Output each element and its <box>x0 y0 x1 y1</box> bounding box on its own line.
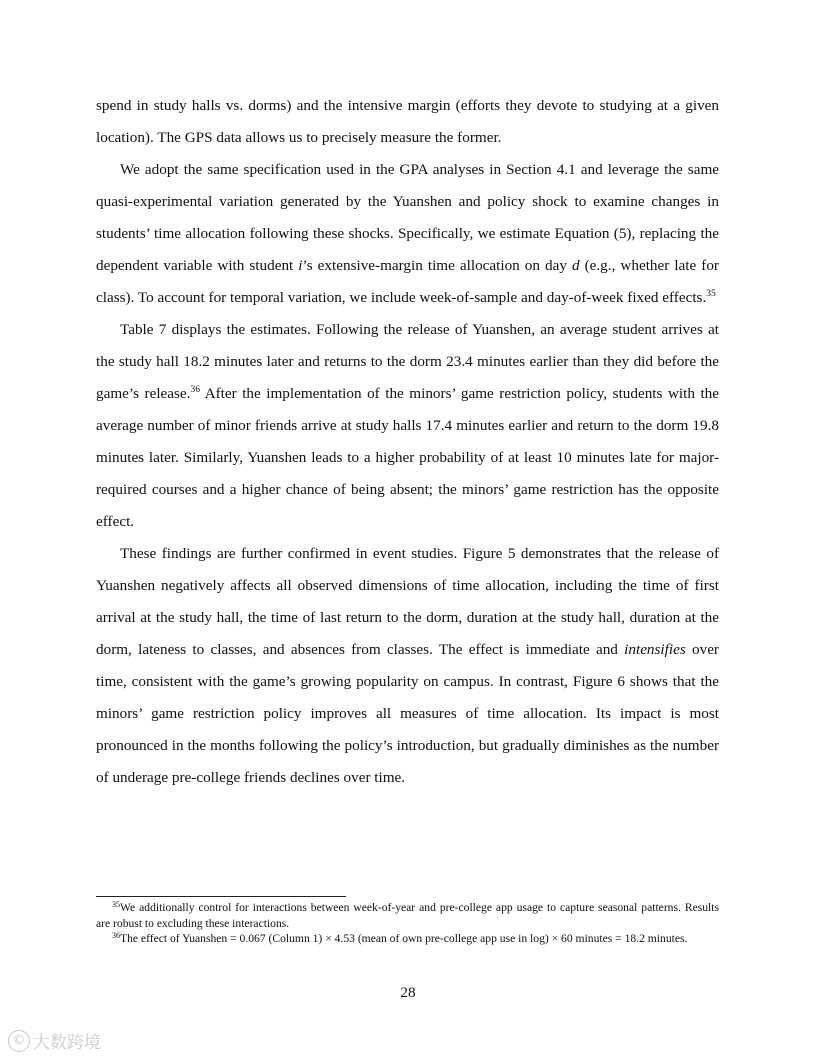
page-number: 28 <box>400 984 416 1001</box>
footnote-35: $^{35}$We additionally control for interactions between week-of-year and pre-college app usage to capture seasonal patterns. Results are robust to excluding these interactions. <box>96 900 719 930</box>
paragraph-2: We adopt the same specification used in the GPA analyses in Section 4.1 and leverage the same quasi-experimental variation generated by the Yuanshen and policy shock to examine changes in students’ time allocation following these shocks. Specifically, we estimate Equation (5), replacing the dependent variable with student i’s extensive-margin time allocation on day d (e.g., whether late for class). To account for temporal variation, we include week-of-sample and day-of-week fixed effects.$^{35}$ <box>96 161 719 306</box>
footnote-36: $^{36}$The effect of Yuanshen = 0.067 (Column 1) × 4.53 (mean of own pre-college app use in log) × 60 minutes = 18.2 minutes. <box>112 931 688 945</box>
watermark-text: 大数跨境 <box>33 1033 101 1053</box>
watermark <box>8 1028 101 1053</box>
body-text <box>96 90 719 794</box>
footnote-ref-35[interactable]: 35 <box>706 289 716 299</box>
footnote-ref-36[interactable]: 36 <box>190 385 200 395</box>
footnote-divider <box>96 896 346 897</box>
paragraph-4: These findings are further confirmed in event studies. Figure 5 demonstrates that the release of Yuanshen negatively affects all observed dimensions of time allocation, including the time of first arrival at the study hall, the time of last return to the dorm, duration at the study hall, duration at the dorm, lateness to classes, and absences from classes. The effect is immediate and intensifies over time, consistent with the game’s growing popularity on campus. In contrast, Figure 6 shows that the minors’ game restriction policy improves all measures of time allocation. Its impact is most pronounced in the months following the policy’s introduction, but gradually diminishes as the number of underage pre-college friends declines over time. <box>96 545 719 786</box>
paragraph-1: spend in study halls vs. dorms) and the intensive margin (efforts they devote to studying at a given location). The GPS data allows us to precisely measure the former. <box>96 97 719 146</box>
footnotes <box>96 900 719 947</box>
paragraph-3: Table 7 displays the estimates. Following the release of Yuanshen, an average student arrives at the study hall 18.2 minutes later and returns to the dorm 23.4 minutes earlier than they did before the game’s release.$^{36}$ After the implementation of the minors’ game restriction policy, students with the average number of minor friends arrive at study halls 17.4 minutes earlier and return to the dorm 19.8 minutes later. Similarly, Yuanshen leads to a higher probability of at least 10 minutes late for major-required courses and a higher chance of being absent; the minors’ game restriction has the opposite effect. <box>96 321 720 530</box>
watermark-logo-icon: © <box>8 1030 30 1052</box>
